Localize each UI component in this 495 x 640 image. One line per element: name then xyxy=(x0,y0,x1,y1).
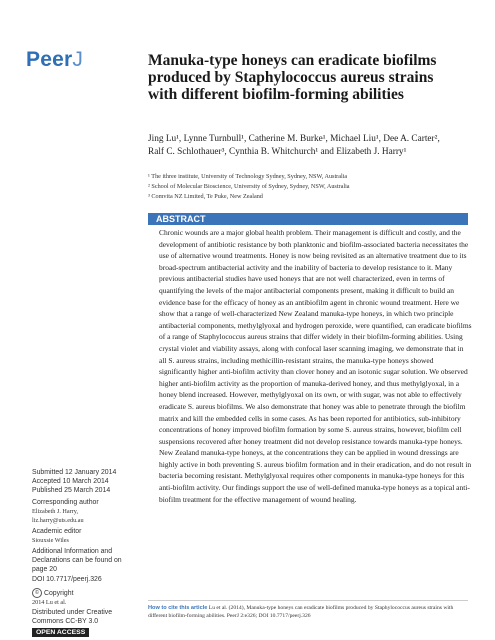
logo-text: Peer xyxy=(26,48,73,71)
open-access-badge: OPEN ACCESS xyxy=(32,628,89,637)
affiliations xyxy=(148,172,458,202)
affiliation-3: ³ Comvita NZ Limited, Te Puke, New Zealand xyxy=(148,193,263,200)
editor-block xyxy=(32,527,81,545)
doi[interactable]: DOI 10.7717/peerj.326 xyxy=(32,576,102,583)
published-date: Published 25 March 2014 xyxy=(32,487,111,495)
citation-footer xyxy=(148,604,468,620)
footer-divider xyxy=(148,600,468,601)
copyright-label: Copyright xyxy=(44,589,74,597)
editor-name: Siouxsie Wiles xyxy=(32,537,69,545)
affiliation-1: ¹ The ithree institute, University of Technology Sydney, Sydney, NSW, Australia xyxy=(148,173,348,180)
citation-label: How to cite this article xyxy=(148,605,208,611)
corr-name: Elizabeth J. Harry, xyxy=(32,508,78,516)
abstract-heading: ABSTRACT xyxy=(148,213,468,225)
peerj-logo xyxy=(26,48,83,72)
accepted-date: Accepted 10 March 2014 xyxy=(32,478,109,486)
logo-j: J xyxy=(72,48,84,71)
editor-label: Academic editor xyxy=(32,528,82,535)
affiliation-2: ² School of Molecular Bioscience, University of Sydney, Sydney, NSW, Australia xyxy=(148,183,350,190)
citation-text: Lu et al. (2014), Manuka-type honeys can eradicate biofilms produced by Staphylococcus aureus strains with different biofilm-forming abilities. PeerJ 2:e326; DOI 10.7717/peerj.326 xyxy=(148,605,454,619)
copyright-icon: © xyxy=(32,588,42,598)
corr-label: Corresponding author xyxy=(32,499,99,506)
additional-info[interactable]: Additional Information and Declarations can be found on page 20 xyxy=(32,548,122,574)
copyright-block xyxy=(32,588,74,607)
submitted-date: Submitted 12 January 2014 xyxy=(32,469,117,476)
corresponding-author-block xyxy=(32,498,99,526)
abstract-text: Chronic wounds are a major global health problem. Their management is difficult and costly, and the development of antibiotic resistance by both planktonic and biofilm-associated bacteria necessitates the use of alternative wound treatments. Honey is now being revisited as an alternative treatment due to its broad-spectrum antibacterial activity and the inability of bacteria to develop resistance to it. Many previous antibacterial studies have used honeys that are not well characterized, even in terms of quantifying the levels of the major antibacterial components present, making it difficult to build an evidence base for the efficacy of honey as an antibiofilm agent in chronic wound treatment. Here we show that a range of well-characterized New Zealand manuka-type honeys, in which two principle antibacterial components, methylglyoxal and hydrogen peroxide, were quantified, can eradicate biofilms of a range of Staphylococcus aureus strains that differ widely in their biofilm-forming abilities. Using crystal violet and viability assays, along with confocal laser scanning imaging, we demonstrate that in all S. aureus strains, including methicillin-resistant strains, the manuka-type honeys showed significantly higher anti-biofilm activity than clover honey and an isotonic sugar solution. We observed higher anti-biofilm activity as the proportion of manuka-derived honey, and thus methylglyoxal, in a honey blend increased. However, methylglyoxal on its own, or with sugar, was not able to effectively eradicate S. aureus biofilms. We also demonstrate that honey was able to penetrate through the biofilm matrix and kill the embedded cells in some cases. As has been reported for antibiotics, sub-inhibitory concentrations of honey improved biofilm formation by some S. aureus strains, however, biofilm cell suspensions recovered after honey treatment did not develop resistance towards manuka-type honeys. New Zealand manuka-type honeys, at the concentrations they can be applied in wound dressings are highly active in both preventing S. aureus biofilm formation and in their eradication, and do not result in bacteria becoming resistant. Methylglyoxal requires other components in manuka-type honeys for this anti-biofilm activity. Our findings support the use of well-defined manuka-type honeys as a topical anti-biofilm treatment for the effective management of wound healing. xyxy=(159,228,472,504)
article-title: Manuka-type honeys can eradicate biofilms produced by Staphylococcus aureus strains with different biofilm-forming abilities xyxy=(148,52,437,103)
dates-block xyxy=(32,468,116,496)
license[interactable]: Distributed under Creative Commons CC-BY 3.0 xyxy=(32,609,113,626)
corr-email[interactable]: liz.harry@uts.edu.au xyxy=(32,517,84,525)
author-list: Jing Lu¹, Lynne Turnbull¹, Catherine M. Burke¹, Michael Liu¹, Dee A. Carter², Ralf C. Schlothauer³, Cynthia B. Whitchurch¹ and Elizabeth J. Harry¹ xyxy=(148,134,440,157)
copyright-holder: 2014 Lu et al. xyxy=(32,599,67,607)
